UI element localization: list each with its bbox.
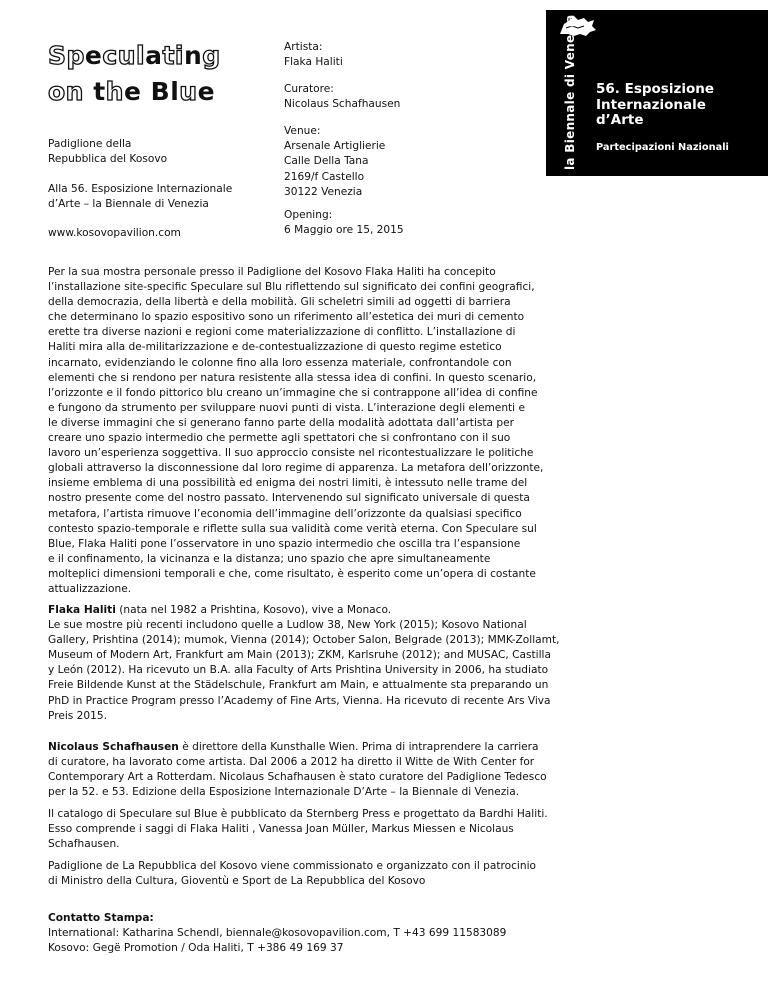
paragraph-line: nostro presente come del nostro passato. Intervenendo sul significato universale di questa: [48, 492, 530, 505]
pavilion-line: Repubblica del Kosovo: [48, 153, 168, 166]
paragraph-line: l’orizzonte e il fondo pittorico blu creano un’immagine che si contrappone all’idea di confine: [48, 386, 538, 399]
bio-first-line: [48, 603, 578, 618]
paragraph-line: attualizzazione.: [48, 582, 132, 595]
biennale-info-line: d’Arte – la Biennale di Venezia: [48, 198, 209, 211]
logo-title: [596, 82, 714, 129]
paragraph-line: elementi che si rendono per natura resistente alla stessa idea di confini. In questo scenario,: [48, 371, 537, 384]
title-segment: on: [48, 77, 94, 106]
title-segment: u: [179, 77, 198, 106]
paragraph-line: Padiglione de La Repubblica del Kosovo viene commissionato e organizzato con il patrocinio: [48, 860, 537, 872]
title-segment: cul: [102, 41, 146, 70]
venue-label: Venue:: [284, 125, 321, 137]
bio-line: di curatore, ha lavorato come artista. Dal 2006 a 2012 ha diretto il Witte de With Center for: [48, 756, 535, 769]
paragraph-line: Blue, Flaka Haliti pone l’osservatore in uno spazio intermedio che oscilla tra l’espansione: [48, 537, 521, 550]
press-contact: [48, 911, 578, 956]
bio-line: Preis 2015.: [48, 709, 107, 722]
bio-line: PhD in Practice Program presso l’Academy of Fine Arts, Vienna. Ha ricevuto di recente Ars Viva: [48, 694, 551, 707]
paragraph-line: Per la sua mostra personale presso il Padiglione del Kosovo Flaka Haliti ha concepito: [48, 266, 496, 278]
curator-info: [284, 82, 400, 112]
artist-label: Artista:: [284, 41, 323, 53]
title-segment: ti: [162, 41, 184, 70]
venue-info: [284, 124, 385, 200]
paragraph-line: Il catalogo di Speculare sul Blue è pubblicato da Sternberg Press e progettato da Bardhi Haliti.: [48, 808, 548, 820]
bio-first-line: [48, 740, 578, 755]
artist-bio: [48, 603, 578, 724]
contact-line: Kosovo: Gegë Promotion / Oda Haliti, T +386 49 169 37: [48, 942, 344, 955]
catalog-paragraph: [48, 807, 578, 852]
paragraph-line: globali attraverso la disconnessione dal loro regime di apparenza. La metafora dell’orizzonte,: [48, 462, 544, 475]
bio-line: Gallery, Prishtina (2014); mumok, Vienna (2014); October Salon, Belgrade (2013); MMK-Zollamt,: [48, 634, 560, 647]
bio-line: Freie Bildende Kunst at the Städelschule, Frankfurt am Main, e attualmente sta preparando un: [48, 679, 549, 692]
bio-first-rest: (nata nel 1982 a Prishtina, Kosovo), vive a Monaco.: [115, 604, 392, 616]
paragraph-line: insieme emblema di una possibilità ed enigma dei nostri limiti, è intessuto nelle trame del: [48, 477, 528, 490]
biennale-info: [48, 182, 232, 212]
title-segment: Sp: [48, 41, 85, 70]
pavilion-name: [48, 137, 167, 167]
pavilion-line: Padiglione della: [48, 138, 132, 150]
title-segment: n: [183, 41, 203, 70]
website-link[interactable]: www.kosovopavilion.com: [48, 227, 181, 239]
venue-line: Calle Della Tana: [284, 155, 369, 168]
paragraph-line: contesto spazio-temporale e riflette sulla sua validità come verità eterna. Con Speculare sul: [48, 522, 537, 535]
paragraph-line: erette tra diverse nazioni e regioni come materializzazione di conflitto. L’installazione di: [48, 326, 516, 339]
venue-line: Arsenale Artiglierie: [284, 140, 386, 153]
press-contact-heading-text: Contatto Stampa:: [48, 912, 154, 924]
title-segment: g: [202, 41, 221, 70]
paragraph-line: Haliti mira alla de-militarizzazione e de-contestualizzazione di questo regime estetico: [48, 341, 502, 354]
paragraph-line: incarnato, evidenziando le colonne fino alla loro essenza materiale, confrontandole con: [48, 356, 512, 369]
bio-line: per la 52. e 53. Edizione della Esposizione Internazionale D’Arte – la Biennale di Venezia.: [48, 786, 520, 799]
paragraph-line: metafora, l’artista rimuove l’economia dell’immagine dell’orizzonte da qualsiasi specifico: [48, 507, 522, 520]
venue-line: 30122 Venezia: [284, 185, 363, 198]
opening-info: [284, 208, 404, 238]
title-segment: h: [105, 77, 124, 106]
biennale-vertical-label: la Biennale di Venezia: [563, 14, 577, 170]
title-segment: e: [123, 77, 142, 106]
title-segment: Bl: [150, 77, 180, 106]
curator-name: Nicolaus Schafhausen: [284, 98, 401, 111]
paragraph-line: l’installazione site-specific Speculare sul Blu riflettendo sul significato dei confini geografici,: [48, 281, 535, 294]
title-line-2: [48, 74, 221, 110]
title-segment: e: [197, 77, 216, 106]
logo-title-line: d’Arte: [596, 112, 644, 128]
title-segment: [141, 77, 150, 106]
bio-line: Le sue mostre più recenti includono quelle a Ludlow 38, New York (2015); Kosovo National: [48, 619, 527, 632]
paragraph-line: lavoro un’esperienza soggettiva. Il suo approccio consiste nel ricontestualizzare le politiche: [48, 447, 534, 460]
logo-title-line: 56. Esposizione: [596, 81, 714, 97]
opening-date: 6 Maggio ore 15, 2015: [284, 224, 404, 237]
contact-line: International: Katharina Schendl, biennale@kosovopavilion.com, T +43 699 11583089: [48, 927, 507, 940]
logo-title-line: Internazionale: [596, 96, 706, 113]
main-paragraph: [48, 265, 578, 597]
bio-line: Museum of Modern Art, Frankfurt am Main (2013); ZKM, Karlsruhe (2012); and MUSAC, Castilla: [48, 649, 551, 662]
paragraph-line: e il confinamento, la vicinanza e la distanza; uno spazio che apre simultaneamente: [48, 552, 491, 565]
curator-label: Curatore:: [284, 83, 334, 95]
paragraph-line: Esso comprende i saggi di Flaka Haliti , Vanessa Joan Müller, Markus Miessen e Nicolaus: [48, 823, 514, 836]
paragraph-line: che determinano lo spazio espositivo sono un riferimento all’estetica dei muri di cemento: [48, 311, 525, 324]
commission-paragraph: [48, 859, 578, 889]
bio-first-rest: è direttore della Kunsthalle Wien. Prima di intraprendere la carriera: [178, 741, 539, 753]
venue-line: 2169/f Castello: [284, 170, 365, 183]
biennale-info-line: Alla 56. Esposizione Internazionale: [48, 183, 233, 195]
logo-subtitle: Partecipazioni Nazionali: [596, 142, 729, 153]
paragraph-line: le diverse immagini che si generano fanno parte della modalità adottata dall’artista per: [48, 416, 515, 429]
paragraph-line: Schafhausen.: [48, 838, 120, 851]
artist-bio-name: Flaka Haliti: [48, 604, 116, 616]
title-segment: e: [84, 41, 103, 70]
press-contact-heading: [48, 911, 578, 926]
biennale-logo: [546, 10, 768, 176]
artist-name: Flaka Haliti: [284, 56, 343, 69]
title-line-1: [48, 38, 221, 74]
title-segment: a: [145, 41, 163, 70]
curator-bio-name: Nicolaus Schafhausen: [48, 741, 179, 753]
bio-line: Contemporary Art a Rotterdam. Nicolaus Schafhausen è stato curatore del Padiglione Tedesco: [48, 771, 547, 784]
curator-bio: [48, 740, 578, 800]
paragraph-line: creare uno spazio intermedio che permette agli spettatori che si confrontano con il suo: [48, 432, 511, 445]
paragraph-line: molteplici dimensioni temporali e che, come risultato, è esperito come un’opera di costante: [48, 567, 536, 580]
artist-info: [284, 40, 343, 70]
bio-line: y León (2012). Ha ricevuto un B.A. alla Faculty of Arts Prishtina University in 2006, ha studiato: [48, 664, 549, 677]
paragraph-line: di Ministro della Cultura, Gioventù e Sport de La Repubblica del Kosovo: [48, 875, 426, 888]
paragraph-line: e fungono da strumento per sviluppare nuovi punti di vista. L’interazione degli elementi e: [48, 401, 526, 414]
opening-label: Opening:: [284, 209, 333, 221]
exhibition-title: [48, 38, 221, 110]
paragraph-line: della democrazia, della libertà e della mobilità. Gli scheletri simili ad oggetti di barriera: [48, 296, 511, 309]
title-segment: t: [93, 77, 106, 106]
